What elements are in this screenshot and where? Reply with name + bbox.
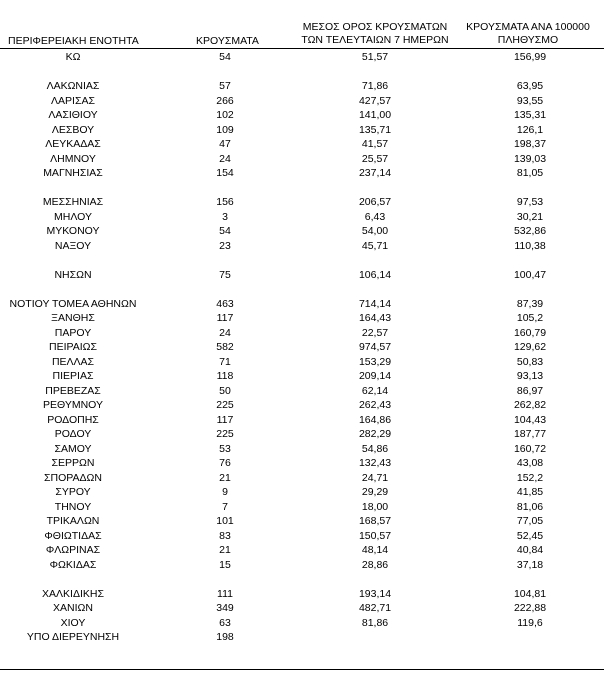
cell-region: ΝΟΤΙΟΥ ΤΟΜΕΑ ΑΘΗΝΩΝ — [9, 297, 137, 310]
cell-cases: 75 — [219, 268, 231, 281]
cell-cases-per-100k: 97,53 — [516, 196, 544, 208]
cell-cases-per-100k: 105,2 — [516, 312, 544, 324]
cell-cases-per-100k: 222,88 — [513, 602, 547, 614]
cell-cases-per-100k: 100,47 — [513, 268, 547, 281]
cell-cases-per-100k: 152,2 — [516, 471, 544, 484]
cell-cases: 154 — [216, 167, 234, 179]
cell-cases: 21 — [219, 471, 231, 484]
row-spacer — [0, 253, 604, 268]
cell-region: ΠΕΛΛΑΣ — [51, 355, 95, 368]
row-spacer — [0, 572, 604, 587]
cell-7day-average: 71,86 — [361, 80, 389, 92]
cell-cases-per-100k: 119,6 — [517, 616, 543, 629]
table-row — [0, 166, 604, 181]
cell-cases: 463 — [216, 297, 234, 310]
table-row — [0, 210, 604, 225]
table-row — [0, 514, 604, 529]
cell-region: ΧΑΝΙΩΝ — [53, 602, 93, 614]
cell-region: ΝΗΣΩΝ — [54, 268, 92, 281]
cell-7day-average: 262,43 — [358, 399, 392, 411]
cell-7day-average: 6,43 — [364, 210, 386, 223]
cell-region: ΡΟΔΟΠΗΣ — [47, 413, 99, 426]
cell-7day-average: 427,57 — [358, 94, 392, 107]
table-row — [0, 137, 604, 152]
cell-cases: 9 — [222, 486, 228, 498]
cell-cases-per-100k: 126,1 — [516, 123, 544, 136]
cell-region: ΤΡΙΚΑΛΩΝ — [46, 515, 100, 527]
cell-7day-average: 132,43 — [358, 457, 392, 469]
table-row — [0, 369, 604, 384]
cell-region: ΜΗΛΟΥ — [54, 210, 92, 223]
cell-7day-average: 206,57 — [358, 196, 392, 208]
cell-region: ΥΠΟ ΔΙΕΡΕΥΝΗΣΗ — [26, 631, 120, 643]
cell-7day-average: 48,14 — [361, 544, 389, 556]
cell-cases-per-100k: 129,62 — [513, 341, 547, 353]
table-row — [0, 413, 604, 428]
table-row — [0, 94, 604, 109]
table-row — [0, 152, 604, 167]
cell-cases: 54 — [219, 225, 231, 237]
table-row — [0, 471, 604, 486]
cell-region: ΜΕΣΣΗΝΙΑΣ — [42, 196, 104, 208]
cell-7day-average: 135,71 — [358, 123, 392, 136]
cell-region: ΦΛΩΡΙΝΑΣ — [45, 544, 101, 556]
table-row — [0, 340, 604, 355]
cell-cases: 24 — [219, 326, 231, 339]
cell-region: ΤΗΝΟΥ — [54, 500, 92, 513]
cell-cases-per-100k: 104,81 — [513, 587, 547, 600]
table-row — [0, 326, 604, 341]
cell-region: ΡΕΘΥΜΝΟΥ — [42, 399, 103, 411]
cell-cases-per-100k: 81,05 — [516, 167, 544, 179]
cell-region: ΣΥΡΟΥ — [55, 486, 91, 498]
cell-cases: 47 — [219, 138, 231, 150]
cell-7day-average: 62,14 — [361, 384, 389, 397]
cell-7day-average: 164,86 — [358, 413, 392, 426]
cell-cases: 156 — [216, 196, 234, 208]
cell-cases-per-100k: 86,97 — [516, 384, 544, 397]
cell-cases-per-100k: 41,85 — [516, 486, 544, 498]
table-row — [0, 195, 604, 210]
cell-region: ΠΑΡΟΥ — [54, 326, 92, 339]
cell-7day-average: 714,14 — [358, 297, 392, 310]
cell-region: ΛΑΡΙΣΑΣ — [51, 94, 95, 107]
cell-7day-average: 18,00 — [361, 500, 389, 513]
header-7day-average-line2: ΤΩΝ ΤΕΛΕΥΤΑΙΩΝ 7 ΗΜΕΡΩΝ — [301, 34, 449, 46]
cell-cases: 225 — [216, 399, 234, 411]
header-region: ΠΕΡΙΦΕΡΕΙΑΚΗ ΕΝΟΤΗΤΑ — [8, 35, 139, 47]
cell-7day-average: 974,57 — [358, 341, 392, 353]
header-divider — [0, 48, 604, 49]
cell-cases-per-100k: 93,55 — [516, 94, 544, 107]
cell-7day-average: 41,57 — [361, 138, 389, 150]
cell-7day-average: 209,14 — [358, 370, 392, 382]
cell-cases-per-100k: 110,38 — [514, 239, 546, 252]
row-spacer — [0, 181, 604, 196]
cell-cases-per-100k: 187,77 — [513, 428, 547, 440]
cell-cases-per-100k: 87,39 — [516, 297, 544, 310]
cell-cases: 117 — [216, 312, 234, 324]
cell-region: ΣΕΡΡΩΝ — [51, 457, 95, 469]
table-row — [0, 500, 604, 515]
cell-cases-per-100k: 532,86 — [513, 225, 547, 237]
cell-cases: 24 — [219, 152, 231, 165]
cell-7day-average: 141,00 — [358, 109, 392, 121]
cell-cases: 3 — [222, 210, 228, 223]
cell-cases-per-100k: 50,83 — [516, 355, 544, 368]
cell-7day-average: 164,43 — [358, 312, 392, 324]
cell-7day-average: 28,86 — [361, 558, 389, 571]
cell-7day-average: 45,71 — [361, 239, 389, 252]
cell-cases-per-100k: 30,21 — [516, 210, 544, 223]
header-7day-average-line1: ΜΕΣΟΣ ΟΡΟΣ ΚΡΟΥΣΜΑΤΩΝ — [302, 21, 448, 33]
cell-region: ΛΗΜΝΟΥ — [50, 152, 96, 165]
cell-region: ΝΑΞΟΥ — [54, 239, 92, 252]
cell-cases-per-100k: 52,45 — [516, 529, 544, 542]
table-row — [0, 442, 604, 457]
table-row — [0, 355, 604, 370]
table-row — [0, 108, 604, 123]
cell-cases: 71 — [219, 355, 231, 368]
cell-7day-average: 54,00 — [361, 225, 389, 237]
header-cases-per-100k-line1: ΚΡΟΥΣΜΑΤΑ ΑΝΑ 100000 — [466, 21, 590, 33]
cell-cases-per-100k: 81,06 — [516, 500, 544, 513]
cell-cases-per-100k: 160,79 — [513, 326, 547, 339]
table-body — [0, 50, 604, 645]
table-row — [0, 123, 604, 138]
row-spacer — [0, 65, 604, 80]
cell-region: ΠΙΕΡΙΑΣ — [52, 370, 94, 382]
cell-7day-average: 54,86 — [361, 442, 389, 455]
cell-7day-average: 81,86 — [361, 616, 389, 629]
cell-7day-average: 168,57 — [358, 515, 392, 527]
cell-cases: 7 — [222, 500, 228, 513]
cell-cases: 225 — [216, 428, 234, 440]
table-row — [0, 398, 604, 413]
table-row — [0, 384, 604, 399]
cell-cases: 198 — [216, 631, 234, 643]
footer-divider — [0, 669, 604, 670]
cell-cases-per-100k: 63,95 — [516, 80, 544, 92]
cell-region: ΛΕΣΒΟΥ — [51, 123, 95, 136]
cell-cases-per-100k: 40,84 — [516, 544, 544, 556]
cell-cases: 102 — [216, 109, 234, 121]
cell-7day-average: 193,14 — [358, 587, 392, 600]
cell-cases-per-100k: 262,82 — [513, 399, 547, 411]
table-row — [0, 224, 604, 239]
cell-cases: 101 — [216, 515, 234, 527]
cell-cases: 23 — [219, 239, 231, 252]
table-row — [0, 558, 604, 573]
cell-cases: 15 — [219, 558, 231, 571]
cell-region: ΠΕΙΡΑΙΩΣ — [49, 341, 97, 353]
cell-7day-average: 153,29 — [358, 355, 392, 368]
cell-cases: 349 — [216, 602, 234, 614]
cell-cases: 118 — [216, 370, 234, 382]
table-row — [0, 239, 604, 254]
table-row — [0, 543, 604, 558]
cell-cases-per-100k: 160,72 — [513, 442, 547, 455]
table-row — [0, 587, 604, 602]
cell-region: ΛΑΣΙΘΙΟΥ — [48, 109, 98, 121]
cell-cases-per-100k: 198,37 — [513, 138, 547, 150]
cell-region: ΚΩ — [65, 51, 81, 63]
cell-cases: 54 — [219, 51, 231, 63]
cell-cases: 53 — [219, 442, 231, 455]
table-row — [0, 601, 604, 616]
cell-region: ΧΑΛΚΙΔΙΚΗΣ — [42, 587, 104, 600]
table-row — [0, 427, 604, 442]
cell-7day-average: 150,57 — [358, 529, 392, 542]
cell-cases-per-100k: 37,18 — [516, 558, 544, 571]
table-row — [0, 529, 604, 544]
cell-region: ΛΕΥΚΑΔΑΣ — [45, 138, 101, 150]
cell-region: ΞΑΝΘΗΣ — [51, 312, 95, 324]
cell-cases-per-100k: 135,31 — [513, 109, 547, 121]
cell-region: ΣΑΜΟΥ — [54, 442, 92, 455]
cell-region: ΠΡΕΒΕΖΑΣ — [45, 384, 101, 397]
cell-cases: 109 — [216, 123, 234, 136]
cell-cases: 111 — [217, 587, 233, 600]
table-row — [0, 268, 604, 283]
cell-cases: 50 — [219, 384, 231, 397]
header-7day-average — [292, 21, 458, 47]
header-cases-per-100k-line2: ΠΛΗΘΥΣΜΟ — [497, 34, 559, 46]
cell-7day-average: 24,71 — [361, 471, 389, 484]
cell-cases: 266 — [216, 94, 234, 107]
cell-cases: 57 — [219, 80, 231, 92]
table-row — [0, 485, 604, 500]
cell-7day-average: 25,57 — [361, 152, 389, 165]
cell-cases: 582 — [216, 341, 234, 353]
cell-region: ΣΠΟΡΑΔΩΝ — [44, 471, 102, 484]
cell-7day-average: 22,57 — [361, 326, 389, 339]
cell-cases: 83 — [219, 529, 231, 542]
cell-cases-per-100k: 43,08 — [516, 457, 544, 469]
cell-cases: 76 — [219, 457, 231, 469]
cell-7day-average: 482,71 — [358, 602, 392, 614]
cell-region: ΜΑΓΝΗΣΙΑΣ — [43, 167, 103, 179]
header-cases: ΚΡΟΥΣΜΑΤΑ — [196, 35, 259, 47]
header-cases-per-100k — [456, 21, 600, 47]
cell-cases-per-100k: 156,99 — [513, 51, 547, 63]
cell-region: ΦΩΚΙΔΑΣ — [49, 558, 97, 571]
cell-cases: 63 — [219, 616, 231, 629]
cell-cases-per-100k: 93,13 — [516, 370, 544, 382]
table-row — [0, 79, 604, 94]
cell-cases-per-100k: 77,05 — [516, 515, 544, 527]
cell-7day-average: 106,14 — [358, 268, 392, 281]
cell-7day-average: 29,29 — [361, 486, 389, 498]
cell-region: ΡΟΔΟΥ — [54, 428, 92, 440]
row-spacer — [0, 282, 604, 297]
cell-7day-average: 282,29 — [358, 428, 392, 440]
cell-7day-average: 237,14 — [358, 167, 392, 179]
cell-region: ΦΘΙΩΤΙΔΑΣ — [44, 529, 102, 542]
table-row — [0, 456, 604, 471]
cell-cases: 117 — [216, 413, 234, 426]
cell-cases-per-100k: 139,03 — [513, 152, 547, 165]
table-row — [0, 50, 604, 65]
cell-cases-per-100k: 104,43 — [513, 413, 547, 426]
cell-cases: 21 — [219, 544, 231, 556]
table-row — [0, 630, 604, 645]
cell-7day-average: 51,57 — [361, 51, 389, 63]
cell-region: ΧΙΟΥ — [60, 616, 86, 629]
table-row — [0, 297, 604, 312]
table-row — [0, 616, 604, 631]
cell-region: ΛΑΚΩΝΙΑΣ — [46, 80, 100, 92]
cell-region: ΜΥΚΟΝΟΥ — [46, 225, 100, 237]
table-row — [0, 311, 604, 326]
